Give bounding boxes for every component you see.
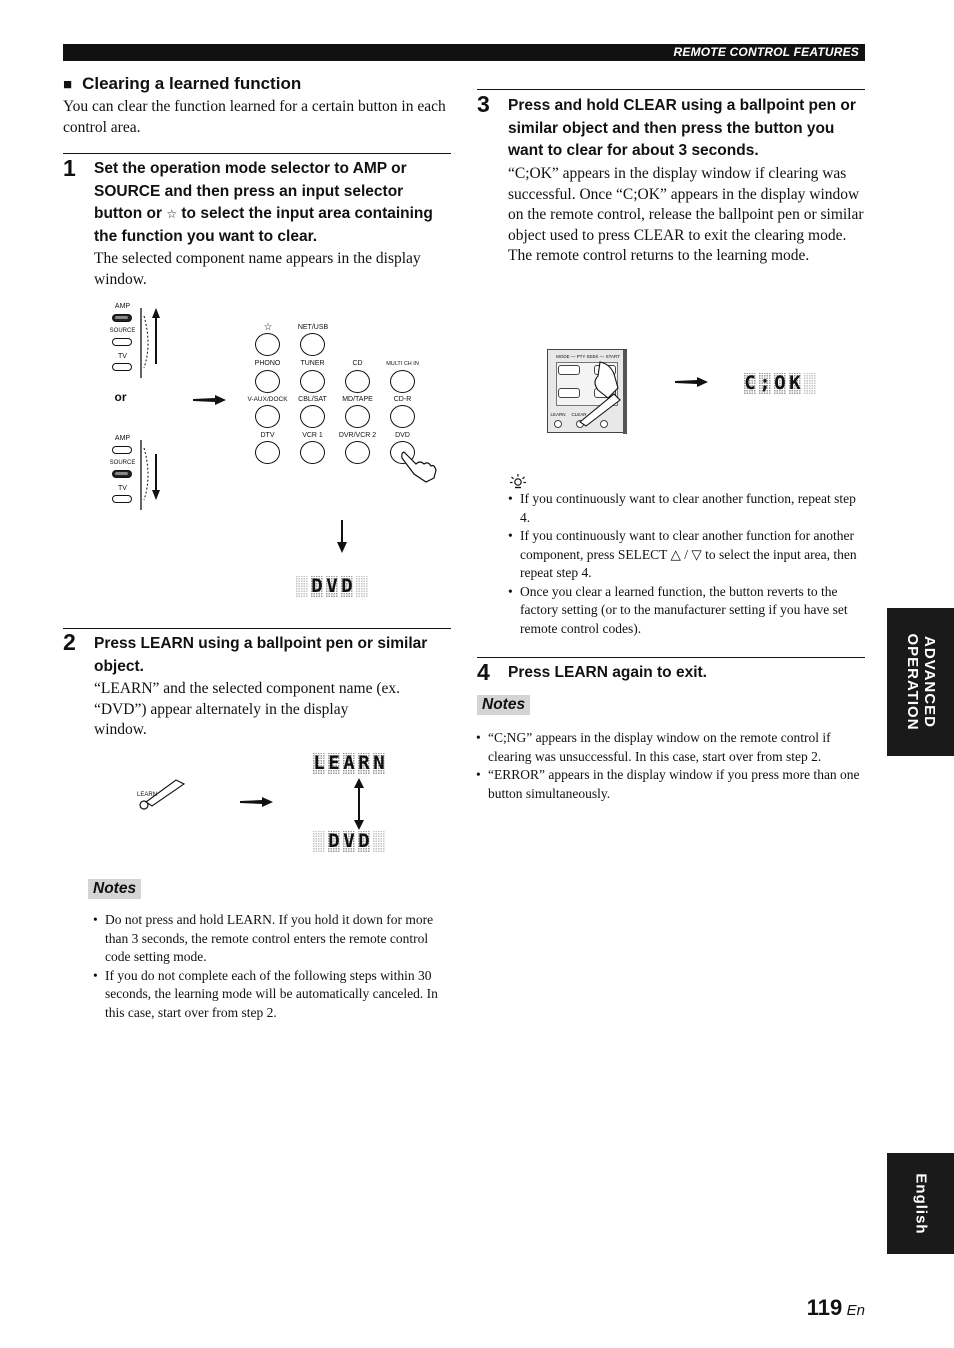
arrow-right-icon [240,797,275,807]
lightbulb-tip-icon [509,473,527,489]
finger-press-icon [400,448,440,484]
dvr-vcr2-button[interactable] [345,441,370,464]
step3-heading: Press and hold CLEAR using a ballpoint pen or similar object and then press the button you want to clear for about 3 seconds. [508,97,856,159]
cd-button[interactable] [345,370,370,393]
label-md-tape: MD/TAPE [342,396,373,403]
figure-clear [545,347,845,437]
step1-heading [94,158,452,248]
label-cd: CD [352,360,363,367]
or-label: or [114,390,127,404]
mode-label-tv-2: TV [118,485,127,492]
step4-number: 4 [477,659,490,685]
multi-ch-in-button[interactable] [390,370,415,393]
step1-number: 1 [63,155,76,181]
mode-pill-tv-2 [112,495,132,503]
label-dvd: DVD [395,432,410,439]
figure-learn [130,748,420,858]
label-vaux-dock: V-AUX/DOCK [247,396,288,403]
arrow-right-icon [675,377,710,387]
section-label: REMOTE CONTROL FEATURES [673,45,859,59]
tip-item: • Once you clear a learned function, the button reverts to the factory setting (or to the manufacturer setting if you have set remote control codes). [508,583,866,639]
mode-label-source: SOURCE [109,328,136,334]
display-dvd-2: D V D [313,831,385,852]
netusb-button[interactable] [300,333,325,356]
tips-list [508,490,866,638]
remote-clear-label: CLEAR [571,412,587,417]
arrow-down-icon [336,520,348,554]
dtv-button[interactable] [255,441,280,464]
remote-top-labels: MODE — PTY SEEK — START [556,354,620,359]
step3-body: “C;OK” appears in the display window if clearing was successful. Once “C;OK” appears in the display window on the remote control, release the ballpoint pen or similar object used to press CLEAR to exit the clearing mode. The remote control returns to the learning mode. [508,165,864,264]
label-tuner: TUNER [300,360,325,367]
divider [477,89,865,90]
step1-heading-b: to select the input area containing the function you want to clear. [94,205,433,245]
step2-heading: Press LEARN using a ballpoint pen or similar object. [94,635,428,675]
mode-label-tv: TV [118,353,127,360]
divider [63,153,451,154]
netusb-label: NET/USB [297,324,329,331]
label-phono: PHONO [254,360,281,367]
display-dvd: D V D [296,576,368,597]
vaux-dock-button[interactable] [255,405,280,428]
note-item: • If you do not complete each of the following steps within 30 seconds, the learning mode will be automatically canceled. In this case, start over from step 2. [93,967,451,1023]
label-vcr1: VCR 1 [302,432,323,439]
notes-badge: Notes [88,879,141,899]
page-language-suffix: En [846,1302,865,1319]
step4-heading: Press LEARN again to exit. [508,664,707,681]
remote-learn-label: LEARN [550,412,566,417]
mode-label-amp: AMP [114,303,131,310]
notes-list [93,911,451,1022]
selector-bracket-up [138,306,163,381]
notes-list [476,729,866,803]
star-label: ☆ [263,322,273,333]
note-item: • “ERROR” appears in the display window if you press more than one button simultaneously. [476,766,866,803]
note-item: • Do not press and hold LEARN. If you hold it down for more than 3 seconds, the remote control enters the remote control code setting mode. [93,911,451,967]
arrow-updown-icon [353,778,365,830]
section-title [63,74,301,94]
notes-badge: Notes [477,695,530,715]
step2-body: “LEARN” and the selected component name (ex. “DVD”) appear alternately in the display window. [94,680,401,738]
md-tape-button[interactable] [345,405,370,428]
note-item: • “C;NG” appears in the display window on the remote control if clearing was unsuccessful. In this case, start over from step 2. [476,729,866,766]
label-multi-ch-in: MULTI CH IN [386,361,419,367]
page-number [807,1295,865,1321]
display-learn: L E A R N [313,752,385,774]
mode-label-source-2: SOURCE [109,460,136,466]
side-tab-english [887,1153,954,1254]
divider [63,628,451,629]
cbl-sat-button[interactable] [300,405,325,428]
learn-label: LEARN [136,792,157,798]
label-dtv: DTV [260,432,275,439]
phono-button[interactable] [255,370,280,393]
step1-body: The selected component name appears in the display window. [94,250,421,288]
step3-number: 3 [477,91,490,117]
star-icon: ☆ [166,207,178,221]
selector-bracket-down [138,438,163,513]
mode-pill-tv [112,363,132,371]
side-tab-english-label: English [912,1172,929,1235]
mode-label-amp-2: AMP [114,435,131,442]
side-tab-advanced-label: ADVANCED OPERATION [903,633,938,731]
vcr1-button[interactable] [300,441,325,464]
page-number-value: 119 [806,1295,843,1320]
star-button[interactable] [255,333,280,356]
figure-input-selector [100,298,450,608]
label-cd-r: CD-R [393,396,412,403]
tuner-button[interactable] [300,370,325,393]
mode-pill-amp-2 [112,446,132,454]
mode-pill-amp [112,314,132,322]
remote-closeup [547,349,627,433]
label-cbl-sat: CBL/SAT [298,396,327,403]
step1-heading-a: Set the operation mode selector to AMP or SOURCE and then press an input selector button or [94,160,407,222]
square-bullet-icon: ■ [63,76,73,93]
mode-pill-source-2 [112,470,132,478]
mode-pill-source [112,338,132,346]
header-bar [63,44,865,61]
finger-and-pen-icon [570,360,626,430]
remote-learn-button[interactable] [554,420,562,428]
intro-text: You can clear the function learned for a certain button in each control area. [63,98,446,136]
label-dvr-vcr2: DVR/VCR 2 [338,432,377,439]
section-title-text: Clearing a learned function [82,74,302,93]
display-cok: C ; O K [744,373,816,394]
cd-r-button[interactable] [390,405,415,428]
divider [477,657,865,658]
side-tab-advanced-operation [887,608,954,756]
arrow-right-icon [193,395,228,405]
tip-item: • If you continuously want to clear another function for another component, press SELECT △ / ▽ to select the input area, then repeat step 4. [508,527,866,583]
step2-number: 2 [63,629,76,655]
tip-item: • If you continuously want to clear another function, repeat step 4. [508,490,866,527]
